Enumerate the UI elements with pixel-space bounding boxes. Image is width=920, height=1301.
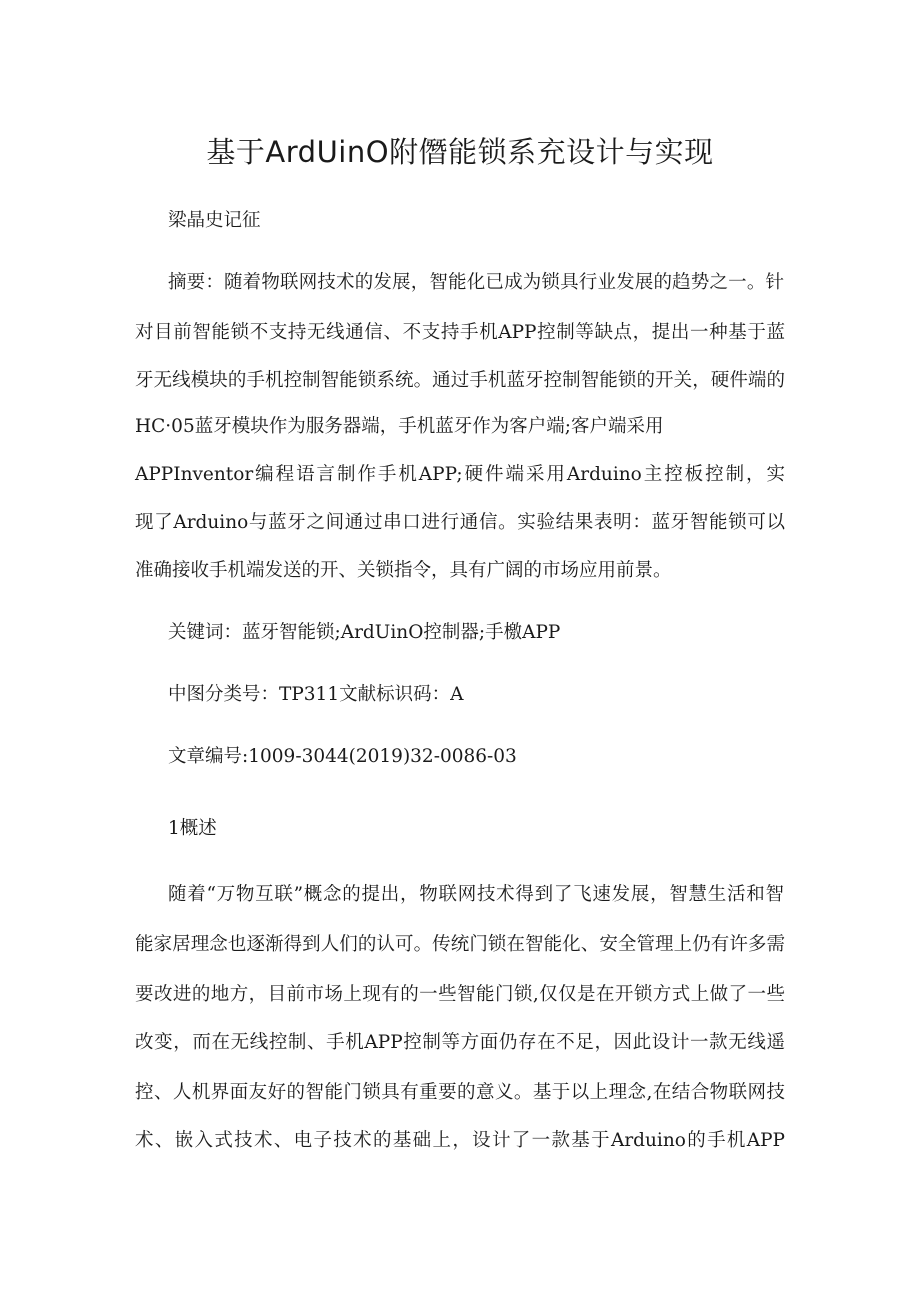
section-line-5: 控、人机界面友好的智能门锁具有重要的意义。基于以上理念,在结合物联网技 [135,1082,785,1103]
abstract-line-4: HC·05蓝牙模块作为服务器端，手机蓝牙作为客户端;客户端采用 [135,416,664,437]
abstract-line-2: 对目前智能锁不支持无线通信、不支持手机APP控制等缺点，提出一种基于蓝 [135,322,785,343]
paper-title: 基于ArdUinO附僭能锁系充设计与实现 [206,135,714,169]
abstract-line-1: 摘要：随着物联网技术的发展，智能化已成为锁具行业发展的趋势之一。针 [168,272,784,293]
abstract-line-7: 准确接收手机端发送的开、关锁指令，具有广阔的市场应用前景。 [135,560,672,581]
classification-line: 中图分类号：TP311文献标识码：A [168,684,464,705]
section-line-4: 改变，而在无线控制、手机APP控制等方面仍存在不足，因此设计一款无线遥 [135,1032,785,1053]
abstract-line-5: APPInventor编程语言制作手机APP;硬件端采用Arduino主控板控制，实 [135,464,785,485]
abstract-line-3: 牙无线模块的手机控制智能锁系统。通过手机蓝牙控制智能锁的开关，硬件端的 [135,370,785,391]
abstract-line-6: 现了Arduino与蓝牙之间通过串口进行通信。实验结果表明：蓝牙智能锁可以 [135,512,785,533]
article-number-line: 文章编号:1009-3044(2019)32-0086-03 [168,746,517,767]
section-line-3: 要改进的地方，目前市场上现有的一些智能门锁,仅仅是在开锁方式上做了一些 [135,984,785,1005]
section-line-6: 术、嵌入式技术、电子技术的基础上，设计了一款基于Arduino的手机APP [135,1130,785,1151]
section-line-2: 能家居理念也逐渐得到人们的认可。传统门锁在智能化、安全管理上仍有许多需 [135,934,785,955]
section-heading: 1概述 [168,818,217,839]
keywords-line: 关键词：蓝牙智能锁;ArdUinO控制器;手檄APP [168,622,561,643]
section-line-1: 随着“万物互联”概念的提出，物联网技术得到了飞速发展，智慧生活和智 [168,884,784,905]
author-line: 梁晶史记征 [168,210,261,231]
